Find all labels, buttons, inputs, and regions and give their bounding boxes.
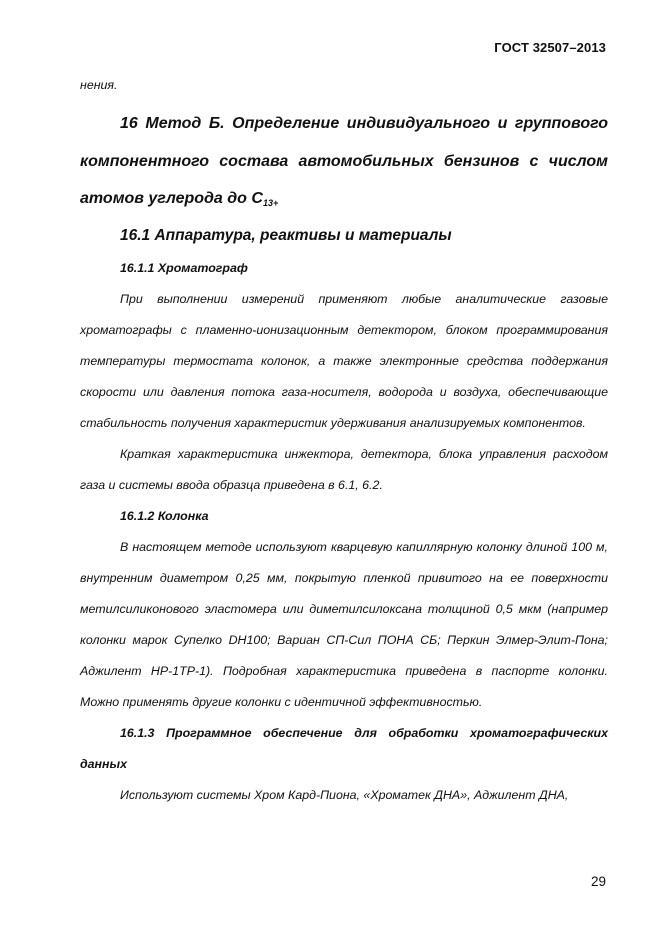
document-body [80, 70, 608, 811]
section-16-1-1-heading: 16.1.1 Хроматограф [120, 260, 248, 275]
paragraph-software: Используют системы Хром Кард-Пиона, «Хроматек ДНА», Аджилент ДНА, [120, 787, 569, 802]
paragraph-chromatograph: При выполнении измерений применяют любые аналитические газовые хроматографы с пламенно-ионизационным детектором, блоком программирования температуры термостата колонок, а также электронные средства поддержания скорости или давления потока газа-носителя, водорода и воздуха, обеспечивающие стабильность получения характеристик удерживания анализируемых компонентов. [80, 291, 608, 430]
section-16-heading [80, 105, 608, 218]
section-16-1-heading: 16.1 Аппаратура, реактивы и материалы [120, 226, 452, 244]
document-header: ГОСТ 32507–2013 [494, 40, 606, 55]
section-16-title: 16 Метод Б. Определение индивидуального и группового компонентного состава автомобильных бензинов с числом атомов углерода до С [80, 115, 608, 207]
section-16-1-3-heading: 16.1.3 Программное обеспечение для обработки хроматографических данных [80, 725, 608, 771]
section-16-title-subscript: 13+ [262, 198, 279, 208]
page-number: 29 [590, 874, 606, 889]
paragraph-column: В настоящем методе используют кварцевую капиллярную колонку длиной 100 м, внутренним диаметром 0,25 мм, покрытую пленкой привитого на ее поверхности метилсиликонового эластомера или диметилсилоксана толщиной 0,5 мкм (например колонки марок Супелко DH100; Вариан СП-Сил ПОНА СБ; Перкин Элмер-Элит-Пона; Аджилент НР-1ТР-1). Подробная характеристика приведена в паспорте колонки. Можно применять другие колонки с идентичной эффективностью. [80, 539, 608, 709]
paragraph-injector: Краткая характеристика инжектора, детектора, блока управления расходом газа и системы ввода образца приведена в 6.1, 6.2. [80, 446, 608, 492]
section-16-1-2-heading: 16.1.2 Колонка [120, 508, 209, 523]
continuation-text: нения. [80, 78, 118, 92]
